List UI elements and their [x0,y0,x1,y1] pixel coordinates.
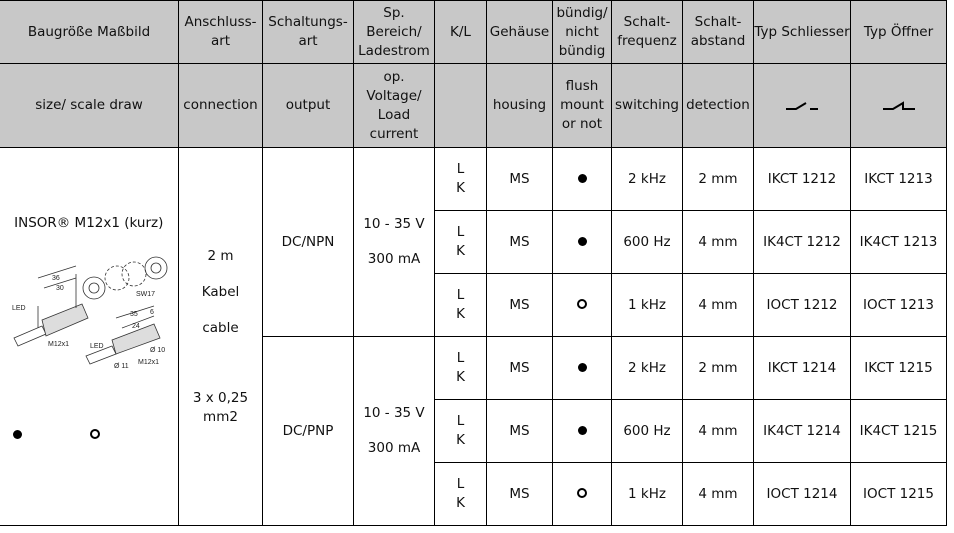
switching-frequency: 1 kHz [612,274,683,337]
kl-value: L [456,350,465,366]
flush-mount-icon [13,430,22,439]
kl-cell [435,463,487,526]
output-type: DC/PNP [263,337,354,526]
drawing-label: 35 [129,311,138,318]
header-cell: switching [612,64,683,148]
detection-distance: 2 mm [683,148,754,211]
kl-cell [435,148,487,211]
kl-cell [435,337,487,400]
switching-frequency: 1 kHz [612,463,683,526]
drawing-label: 24 [131,323,140,330]
connection-en: cable [202,319,239,336]
kl-value: K [456,306,465,322]
housing: MS [487,400,553,463]
type-normally-open: IKCT 1214 [754,337,851,400]
flush-mount-icon [553,337,612,400]
voltage: 10 - 35 V [363,405,425,421]
switching-frequency: 600 Hz [612,400,683,463]
drawing-label: LED [89,343,104,350]
header-cell: Sp. Bereich/ Ladestrom [354,1,435,64]
kl-value: L [456,413,465,429]
normally-closed-contact-icon [851,64,947,148]
type-normally-open: IOCT 1214 [754,463,851,526]
type-normally-open: IKCT 1212 [754,148,851,211]
voltage-current-cell [354,337,435,526]
header-cell: flush mount or not [553,64,612,148]
drawing-label: 30 [55,285,64,292]
header-cell: output [263,64,354,148]
drawing-label: Ø 10 [149,347,165,354]
type-normally-closed: IK4CT 1215 [851,400,947,463]
switching-frequency: 2 kHz [612,337,683,400]
housing: MS [487,463,553,526]
type-normally-open: IK4CT 1214 [754,400,851,463]
load-current: 300 mA [367,251,421,267]
drawing-label: 6 [149,309,154,316]
type-normally-closed: IKCT 1215 [851,337,947,400]
kl-value: K [456,180,465,196]
header-cell: Schalt-abstand [683,1,754,64]
header-row-english [0,64,947,148]
header-cell [435,64,487,148]
housing: MS [487,211,553,274]
type-normally-open: IK4CT 1212 [754,211,851,274]
type-normally-open: IOCT 1212 [754,274,851,337]
connection-cell [179,148,263,526]
type-normally-closed: IK4CT 1213 [851,211,947,274]
kl-value: K [456,432,465,448]
header-cell: bündig/ nicht bündig [553,1,612,64]
kl-cell [435,274,487,337]
kl-value: L [456,161,465,177]
detection-distance: 4 mm [683,274,754,337]
flush-mount-icon [553,148,612,211]
switching-frequency: 600 Hz [612,211,683,274]
header-cell: size/ scale draw [0,64,179,148]
kl-value: K [456,369,465,385]
table-row [0,148,947,211]
header-cell: Typ Öffner [851,1,947,64]
drawing-label: Ø 11 [113,363,129,370]
kl-cell [435,400,487,463]
header-cell: detection [683,64,754,148]
drawing-label: M12x1 [47,341,69,348]
detection-distance: 4 mm [683,211,754,274]
kl-value: L [456,224,465,240]
non-flush-mount-icon [90,429,100,439]
type-normally-closed: IKCT 1213 [851,148,947,211]
load-current: 300 mA [367,440,421,456]
kl-value: K [456,495,465,511]
header-cell: op. Voltage/ Load current [354,64,435,148]
header-cell: Anschluss-art [179,1,263,64]
kl-value: K [456,243,465,259]
housing: MS [487,337,553,400]
drawing-label: M12x1 [137,359,159,366]
detection-distance: 2 mm [683,337,754,400]
header-cell: Gehäuse [487,1,553,64]
voltage-current-cell [354,148,435,337]
product-cell [0,148,179,526]
drawing-label: 36 [51,275,60,282]
detection-distance: 4 mm [683,400,754,463]
cable-spec: 3 x 0,25 mm2 [192,389,249,425]
header-cell: connection [179,64,263,148]
detection-distance: 4 mm [683,463,754,526]
normally-open-contact-icon [754,64,851,148]
sensor-drawing [4,248,174,388]
housing: MS [487,148,553,211]
switching-frequency: 2 kHz [612,148,683,211]
header-cell: Typ Schliesser [754,1,851,64]
header-cell: Schalt-frequenz [612,1,683,64]
kl-cell [435,211,487,274]
drawing-label: SW17 [135,291,155,298]
output-type: DC/NPN [263,148,354,337]
flush-mount-icon [553,211,612,274]
flush-mount-icon [553,400,612,463]
non-flush-mount-icon [553,274,612,337]
type-normally-closed: IOCT 1213 [851,274,947,337]
type-normally-closed: IOCT 1215 [851,463,947,526]
housing: MS [487,274,553,337]
header-cell: K/L [435,1,487,64]
header-row-german [0,1,947,64]
header-cell: housing [487,64,553,148]
header-cell: Schaltungs-art [263,1,354,64]
connection-de: Kabel [201,283,240,300]
drawing-label: LED [11,305,26,312]
header-cell: Baugröße Maßbild [0,1,179,64]
product-name: INSOR® M12x1 (kurz) [14,215,164,231]
non-flush-mount-icon [553,463,612,526]
voltage: 10 - 35 V [363,216,425,232]
kl-value: L [456,476,465,492]
cable-length: 2 m [207,247,234,264]
kl-value: L [456,287,465,303]
